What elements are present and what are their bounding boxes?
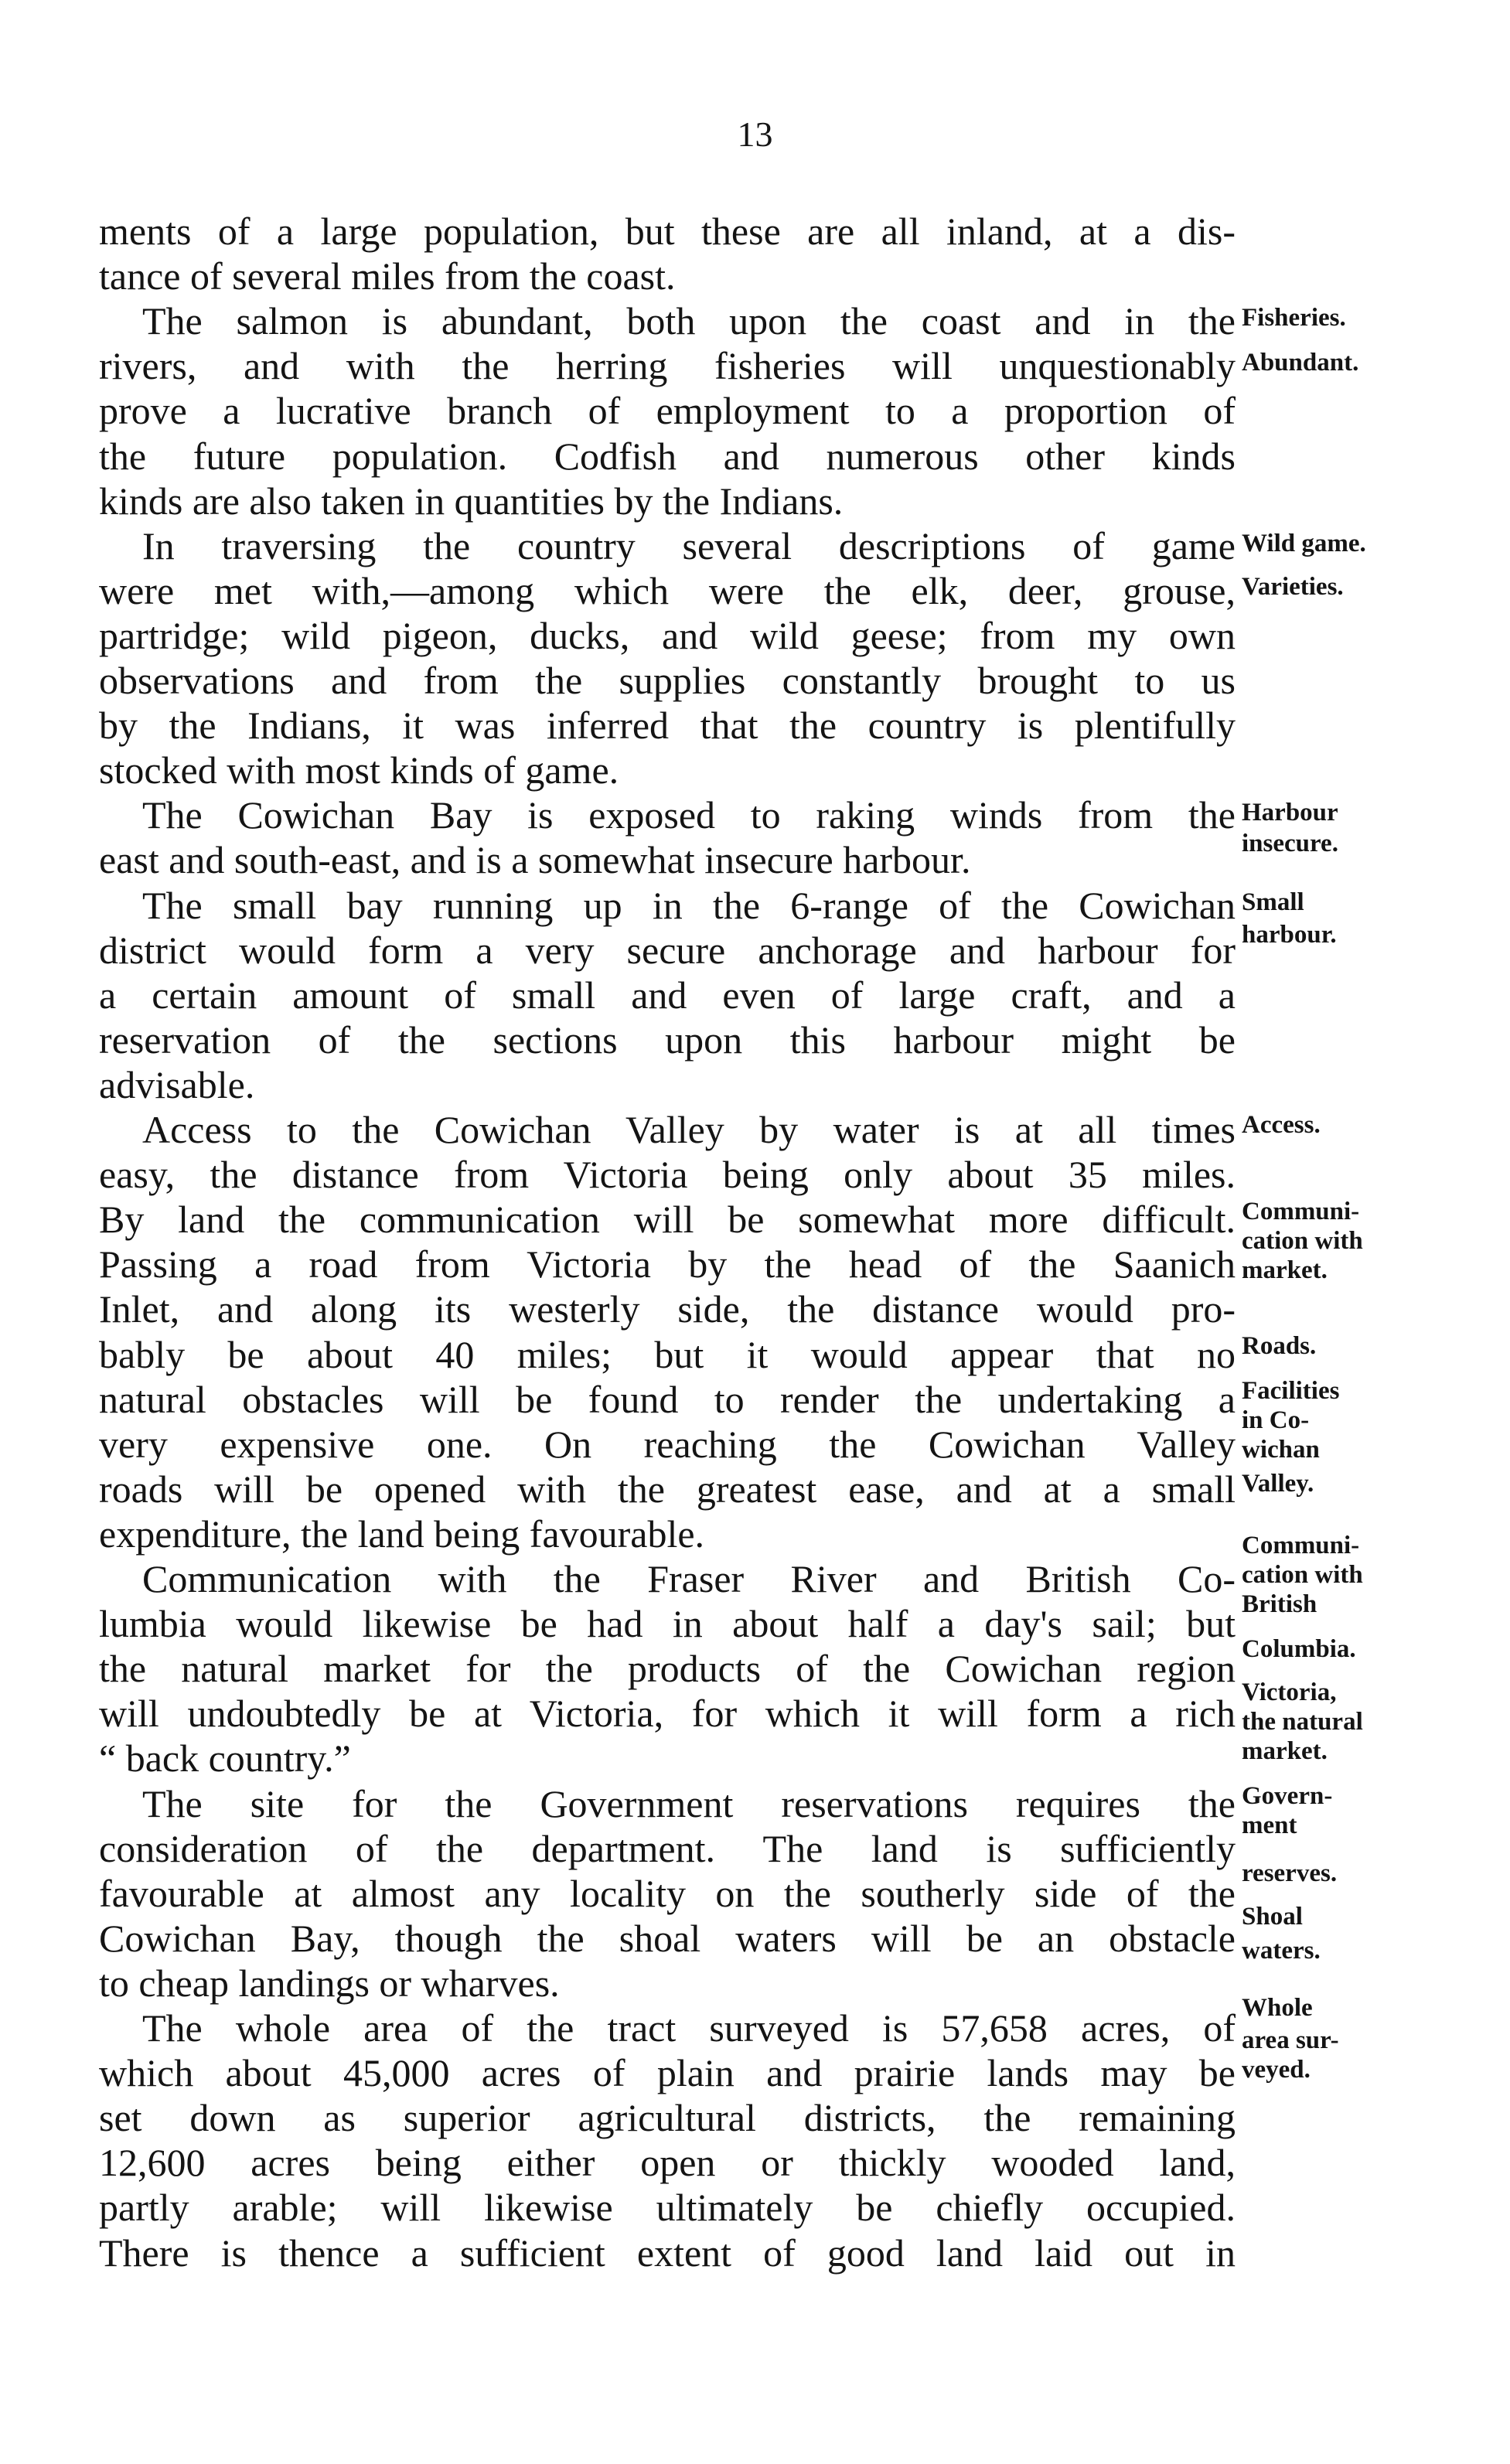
text-line: partly arable; will likewise ultimately be chiefly occupied. bbox=[99, 2186, 1236, 2230]
margin-note: harbour. bbox=[1242, 921, 1337, 949]
text-line: In traversing the country several descriptions of game bbox=[142, 523, 1236, 567]
text-line: a certain amount of small and even of large craft, and a bbox=[99, 973, 1236, 1017]
margin-note: Valley. bbox=[1242, 1470, 1314, 1498]
text-line: kinds are also taken in quantities by the Indians. bbox=[99, 479, 844, 523]
text-line: The small bay running up in the 6-range of the Cowichan bbox=[142, 883, 1236, 927]
text-line: expenditure, the land being favourable. bbox=[99, 1511, 705, 1556]
margin-note: Govern- bbox=[1242, 1782, 1333, 1810]
margin-note: Small bbox=[1242, 888, 1304, 916]
margin-note: Victoria, bbox=[1242, 1678, 1337, 1706]
text-line: The Cowichan Bay is exposed to raking winds from the bbox=[142, 793, 1236, 837]
margin-note: Communi- bbox=[1242, 1532, 1360, 1559]
text-line: By land the communication will be somewhat more difficult. bbox=[99, 1198, 1236, 1242]
margin-note: Columbia. bbox=[1242, 1635, 1356, 1663]
text-line: district would form a very secure anchorage and harbour for bbox=[99, 928, 1236, 972]
text-line: ments of a large population, but these are all inland, at a dis- bbox=[99, 210, 1236, 253]
margin-note: Access. bbox=[1242, 1111, 1321, 1139]
text-line: east and south-east, and is a somewhat insecure harbour. bbox=[99, 838, 971, 882]
margin-note: Facilities bbox=[1242, 1377, 1340, 1405]
margin-note: waters. bbox=[1242, 1937, 1321, 1965]
text-line: were met with,—among which were the elk, deer, grouse, bbox=[99, 568, 1236, 612]
margin-note: veyed. bbox=[1242, 2056, 1311, 2084]
text-line: rivers, and with the herring fisheries will unquestionably bbox=[99, 344, 1236, 388]
text-line: “ back country.” bbox=[99, 1736, 351, 1781]
text-line: very expensive one. On reaching the Cowichan Valley bbox=[99, 1422, 1236, 1466]
margin-note: ment bbox=[1242, 1811, 1297, 1839]
margin-note: Varieties. bbox=[1242, 573, 1344, 601]
margin-note: in Co- bbox=[1242, 1406, 1310, 1434]
margin-note: Communi- bbox=[1242, 1198, 1360, 1225]
text-line: There is thence a sufficient extent of good land laid out in bbox=[99, 2231, 1236, 2275]
text-line: partridge; wild pigeon, ducks, and wild geese; from my own bbox=[99, 613, 1236, 657]
text-line: the future population. Codfish and numerous other kinds bbox=[99, 434, 1236, 478]
text-line: favourable at almost any locality on the southerly side of the bbox=[99, 1871, 1236, 1915]
text-line: Passing a road from Victoria by the head of the Saanich bbox=[99, 1242, 1236, 1287]
page-number: 13 bbox=[737, 114, 773, 154]
text-line: easy, the distance from Victoria being only about 35 miles. bbox=[99, 1153, 1236, 1197]
text-line: by the Indians, it was inferred that the country is plentifully bbox=[99, 704, 1236, 748]
text-line: Communication with the Fraser River and British Co- bbox=[142, 1557, 1236, 1600]
text-line: The site for the Government reservations requires the bbox=[142, 1781, 1236, 1825]
margin-note: Abundant. bbox=[1242, 349, 1359, 377]
text-line: Cowichan Bay, though the shoal waters will be an obstacle bbox=[99, 1916, 1236, 1960]
text-line: natural obstacles will be found to render the undertaking a bbox=[99, 1377, 1236, 1421]
text-line: which about 45,000 acres of plain and prairie lands may be bbox=[99, 2051, 1236, 2095]
text-line: Inlet, and along its westerly side, the distance would pro- bbox=[99, 1287, 1236, 1331]
margin-note: British bbox=[1242, 1590, 1317, 1618]
margin-note: reserves. bbox=[1242, 1859, 1338, 1887]
text-line: roads will be opened with the greatest ease, and at a small bbox=[99, 1467, 1236, 1511]
margin-note: market. bbox=[1242, 1737, 1328, 1765]
text-line: consideration of the department. The land is sufficiently bbox=[99, 1826, 1236, 1870]
margin-note: Fisheries. bbox=[1242, 304, 1346, 332]
text-line: The salmon is abundant, both upon the coast and in the bbox=[142, 299, 1236, 343]
margin-note: Harbour bbox=[1242, 799, 1338, 826]
margin-note: area sur- bbox=[1242, 2026, 1339, 2054]
text-line: tance of several miles from the coast. bbox=[99, 254, 676, 298]
text-line: stocked with most kinds of game. bbox=[99, 748, 619, 792]
margin-note: Wild game. bbox=[1242, 530, 1366, 557]
margin-note: Roads. bbox=[1242, 1332, 1317, 1360]
margin-note: cation with bbox=[1242, 1561, 1363, 1589]
margin-note: Whole bbox=[1242, 1994, 1313, 2022]
text-line: to cheap landings or wharves. bbox=[99, 1961, 560, 2005]
margin-note: Shoal bbox=[1242, 1903, 1303, 1931]
text-line: bably be about 40 miles; but it would appear that no bbox=[99, 1332, 1236, 1376]
margin-note: insecure. bbox=[1242, 830, 1338, 857]
text-line: Access to the Cowichan Valley by water is at all times bbox=[142, 1108, 1236, 1151]
margin-note: cation with bbox=[1242, 1227, 1363, 1255]
text-line: prove a lucrative branch of employment to a proportion of bbox=[99, 389, 1236, 433]
margin-note: the natural bbox=[1242, 1708, 1363, 1736]
margin-note: market. bbox=[1242, 1256, 1328, 1284]
text-line: advisable. bbox=[99, 1062, 255, 1106]
text-line: lumbia would likewise be had in about half a day's sail; but bbox=[99, 1602, 1236, 1646]
text-line: reservation of the sections upon this harbour might be bbox=[99, 1017, 1236, 1062]
text-line: set down as superior agricultural districts, the remaining bbox=[99, 2096, 1236, 2140]
margin-note: wichan bbox=[1242, 1436, 1320, 1464]
text-line: 12,600 acres being either open or thickly wooded land, bbox=[99, 2141, 1236, 2185]
text-line: the natural market for the products of the Cowichan region bbox=[99, 1647, 1236, 1691]
text-line: will undoubtedly be at Victoria, for which it will form a rich bbox=[99, 1692, 1236, 1736]
text-line: observations and from the supplies constantly brought to us bbox=[99, 659, 1236, 702]
text-line: The whole area of the tract surveyed is 57,658 acres, of bbox=[142, 2006, 1236, 2050]
